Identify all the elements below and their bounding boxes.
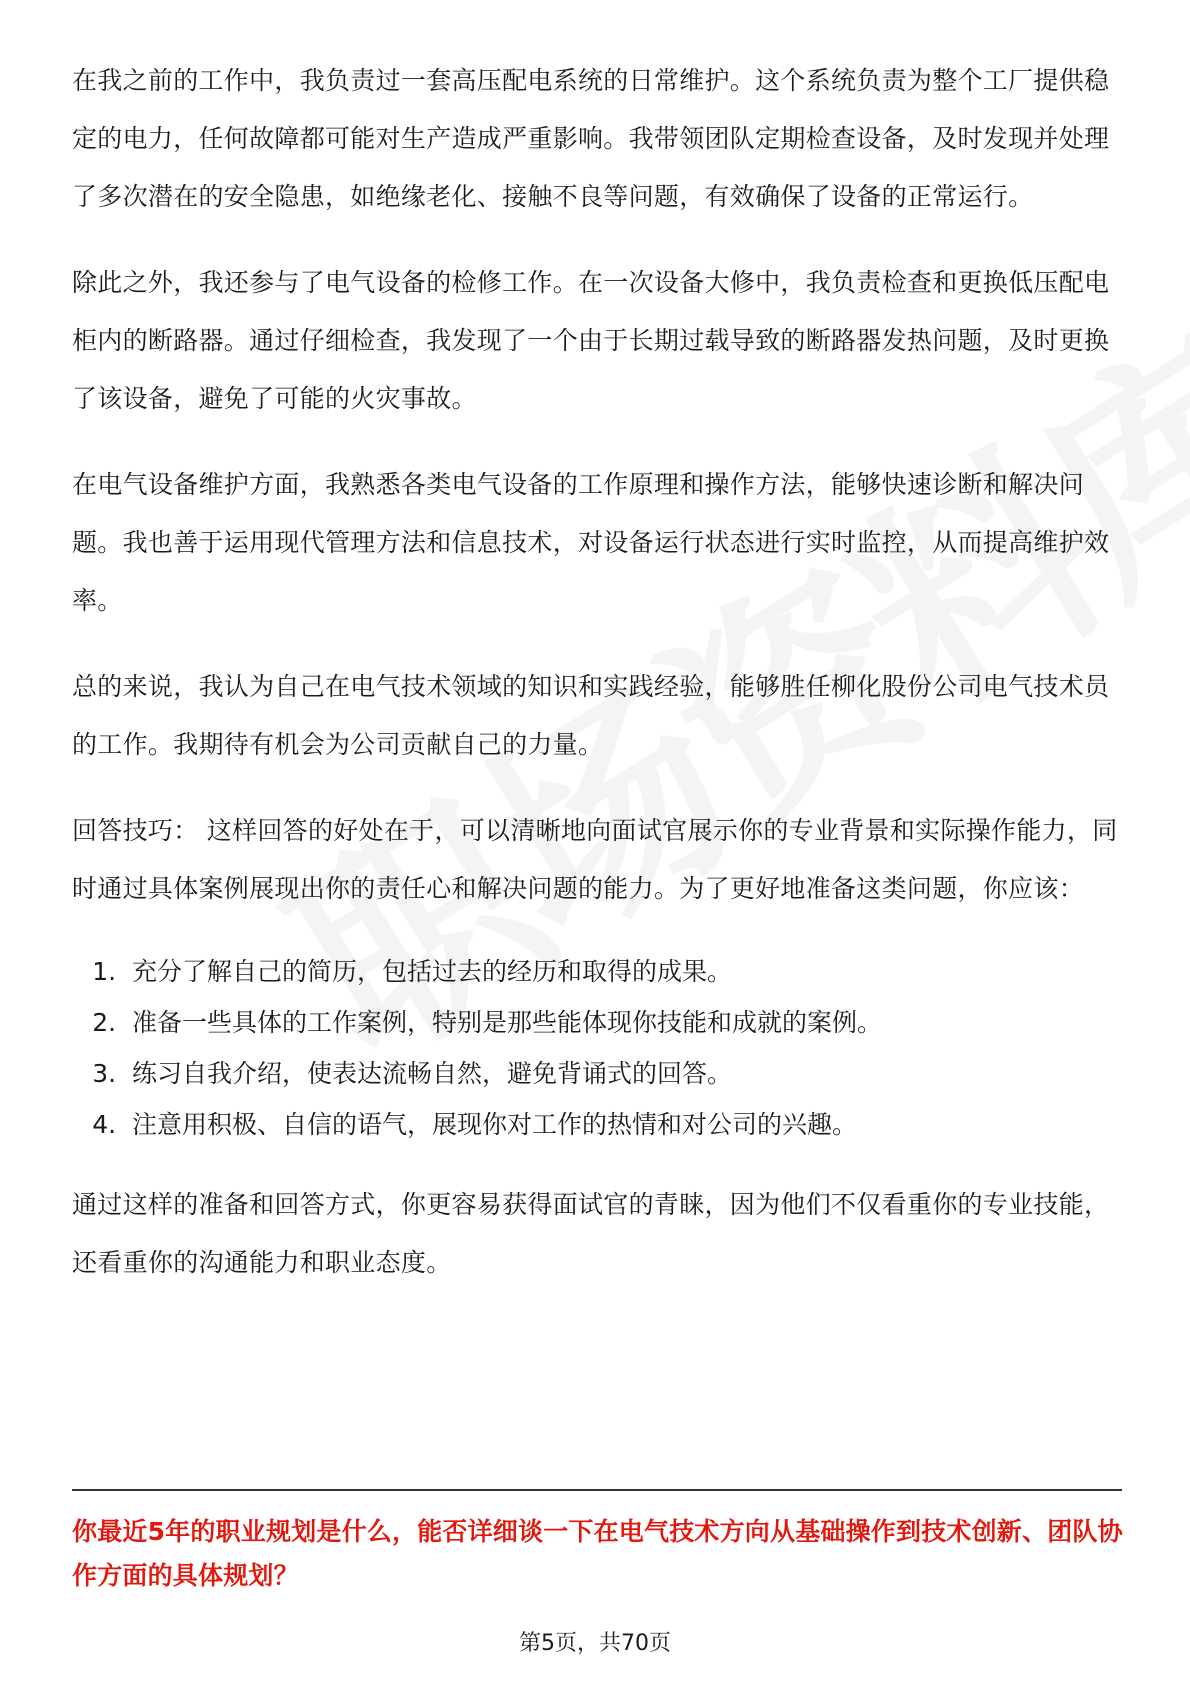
tips-list — [72, 946, 1122, 1150]
list-item: 3. 练习自我介绍，使表达流畅自然，避免背诵式的回答。 — [124, 1048, 1122, 1099]
list-item: 4. 注意用积极、自信的语气，展现你对工作的热情和对公司的兴趣。 — [124, 1099, 1122, 1150]
page-number: 第5页，共70页 — [519, 1631, 671, 1656]
list-item: 2. 准备一些具体的工作案例，特别是那些能体现你技能和成就的案例。 — [124, 997, 1122, 1048]
next-question-heading: 你最近5年的职业规划是什么，能否详细谈一下在电气技术方向从基础操作到技术创新、团队协作方面的具体规划？ — [72, 1517, 1123, 1590]
document-body — [72, 52, 1122, 1320]
paragraph-tips-intro: 回答技巧： 这样回答的好处在于，可以清晰地向面试官展示你的专业背景和实际操作能力，同时通过具体案例展现出你的责任心和解决问题的能力。为了更好地准备这类问题，你应该： — [72, 816, 1118, 903]
section-divider — [72, 1489, 1122, 1491]
list-item: 1. 充分了解自己的简历，包括过去的经历和取得的成果。 — [124, 946, 1122, 997]
paragraph-summary: 总的来说，我认为自己在电气技术领域的知识和实践经验，能够胜任柳化股份公司电气技术员的工作。我期待有机会为公司贡献自己的力量。 — [72, 672, 1110, 759]
paragraph-skills: 在电气设备维护方面，我熟悉各类电气设备的工作原理和操作方法，能够快速诊断和解决问题。我也善于运用现代管理方法和信息技术，对设备运行状态进行实时监控，从而提高维护效率。 — [72, 470, 1110, 615]
paragraph-closing: 通过这样的准备和回答方式，你更容易获得面试官的青睐，因为他们不仅看重你的专业技能，还看重你的沟通能力和职业态度。 — [72, 1190, 1110, 1277]
paragraph-maintenance: 除此之外，我还参与了电气设备的检修工作。在一次设备大修中，我负责检查和更换低压配电柜内的断路器。通过仔细检查，我发现了一个由于长期过载导致的断路器发热问题，及时更换了该设备，避免了可能的火灾事故。 — [72, 268, 1110, 413]
paragraph-experience: 在我之前的工作中，我负责过一套高压配电系统的日常维护。这个系统负责为整个工厂提供稳定的电力，任何故障都可能对生产造成严重影响。我带领团队定期检查设备，及时发现并处理了多次潜在的安全隐患，如绝缘老化、接触不良等问题，有效确保了设备的正常运行。 — [72, 66, 1110, 211]
